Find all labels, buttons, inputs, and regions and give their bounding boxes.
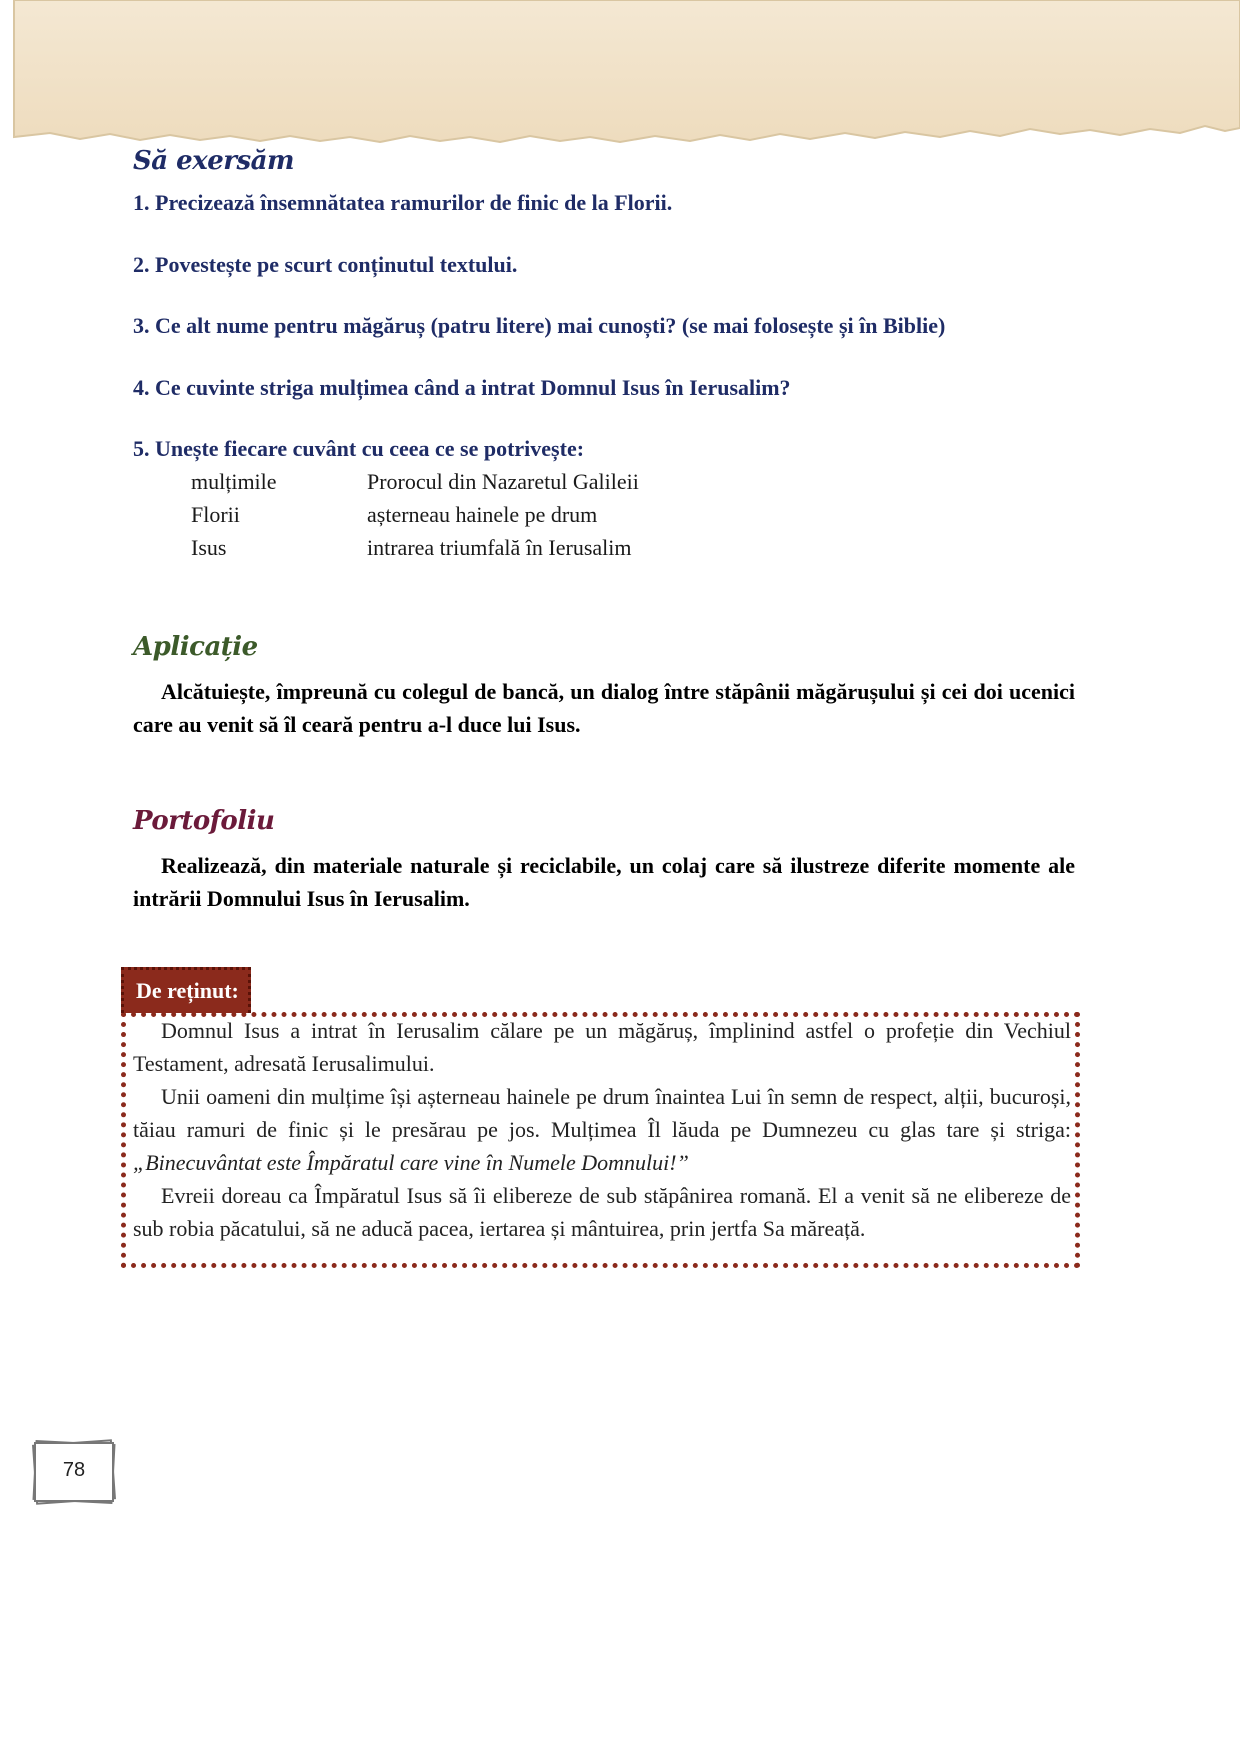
page-number: 78	[62, 1459, 86, 1481]
matching-row	[191, 502, 791, 535]
question-1: 1. Precizează însemnătatea ramurilor de finic de la Florii.	[133, 190, 673, 215]
retinut-paragraph-2	[133, 1080, 1071, 1179]
match-right-phrase: intrarea triumfală în Ierusalim	[367, 535, 632, 560]
match-right-phrase: așterneau hainele pe drum	[367, 502, 598, 527]
match-left-word: Isus	[191, 535, 227, 560]
match-right-phrase: Prorocul din Nazaretul Galileii	[367, 469, 639, 494]
page-number-badge	[34, 1442, 114, 1502]
retinut-paragraph-3: Evreii doreau ca Împăratul Isus să îi elibereze de sub stăpânirea romană. El a venit să ne elibereze de sub robia păcatului, să ne aducă pacea, iertarea și mântuirea, prin jertfa Sa măreață.	[133, 1183, 1071, 1241]
section-title-exercises: Să exersăm	[133, 146, 294, 176]
question-5: 5. Unește fiecare cuvânt cu ceea ce se potrivește:	[133, 436, 585, 461]
matching-list	[191, 469, 791, 568]
crowd-quote: „Binecuvântat este Împăratul care vine în Numele Domnului!”	[133, 1150, 689, 1175]
section-title-portofoliu: Portofoliu	[133, 806, 275, 836]
retinut-paragraph-1: Domnul Isus a intrat în Ierusalim călare pe un măgăruș, împlinind astfel o profeție din Vechiul Testament, adresată Ierusalimului.	[133, 1018, 1071, 1076]
matching-row	[191, 469, 791, 502]
retinut-text	[133, 1014, 1071, 1245]
section-title-aplicatie: Aplicație	[133, 632, 258, 662]
question-2: 2. Povestește pe scurt conținutul textului.	[133, 252, 518, 277]
aplicatie-text: Alcătuiește, împreună cu colegul de bancă, un dialog între stăpânii măgărușului și cei doi ucenici care au venit să îl ceară pentru a-l duce lui Isus.	[133, 679, 1075, 737]
retinut-label: De reținut:	[121, 967, 251, 1013]
torn-paper-header	[0, 0, 1240, 160]
question-3: 3. Ce alt nume pentru măgăruș (patru litere) mai cunoști? (se mai folosește și în Biblie)	[133, 313, 946, 338]
retinut-paragraph-2-text: Unii oameni din mulțime își așterneau hainele pe drum înaintea Lui în semn de respect, alții, bucuroși, tăiau ramuri de finic și le presărau pe jos. Mulțimea Îl lăuda pe Dumnezeu cu glas tare și striga:	[133, 1084, 1071, 1142]
portofoliu-text: Realizează, din materiale naturale și reciclabile, un colaj care să ilustreze diferite momente ale intrării Domnului Isus în Ierusalim.	[133, 853, 1075, 911]
matching-row	[191, 535, 791, 568]
match-left-word: Florii	[191, 502, 240, 527]
question-4: 4. Ce cuvinte striga mulțimea când a intrat Domnul Isus în Ierusalim?	[133, 375, 791, 400]
match-left-word: mulțimile	[191, 469, 277, 494]
